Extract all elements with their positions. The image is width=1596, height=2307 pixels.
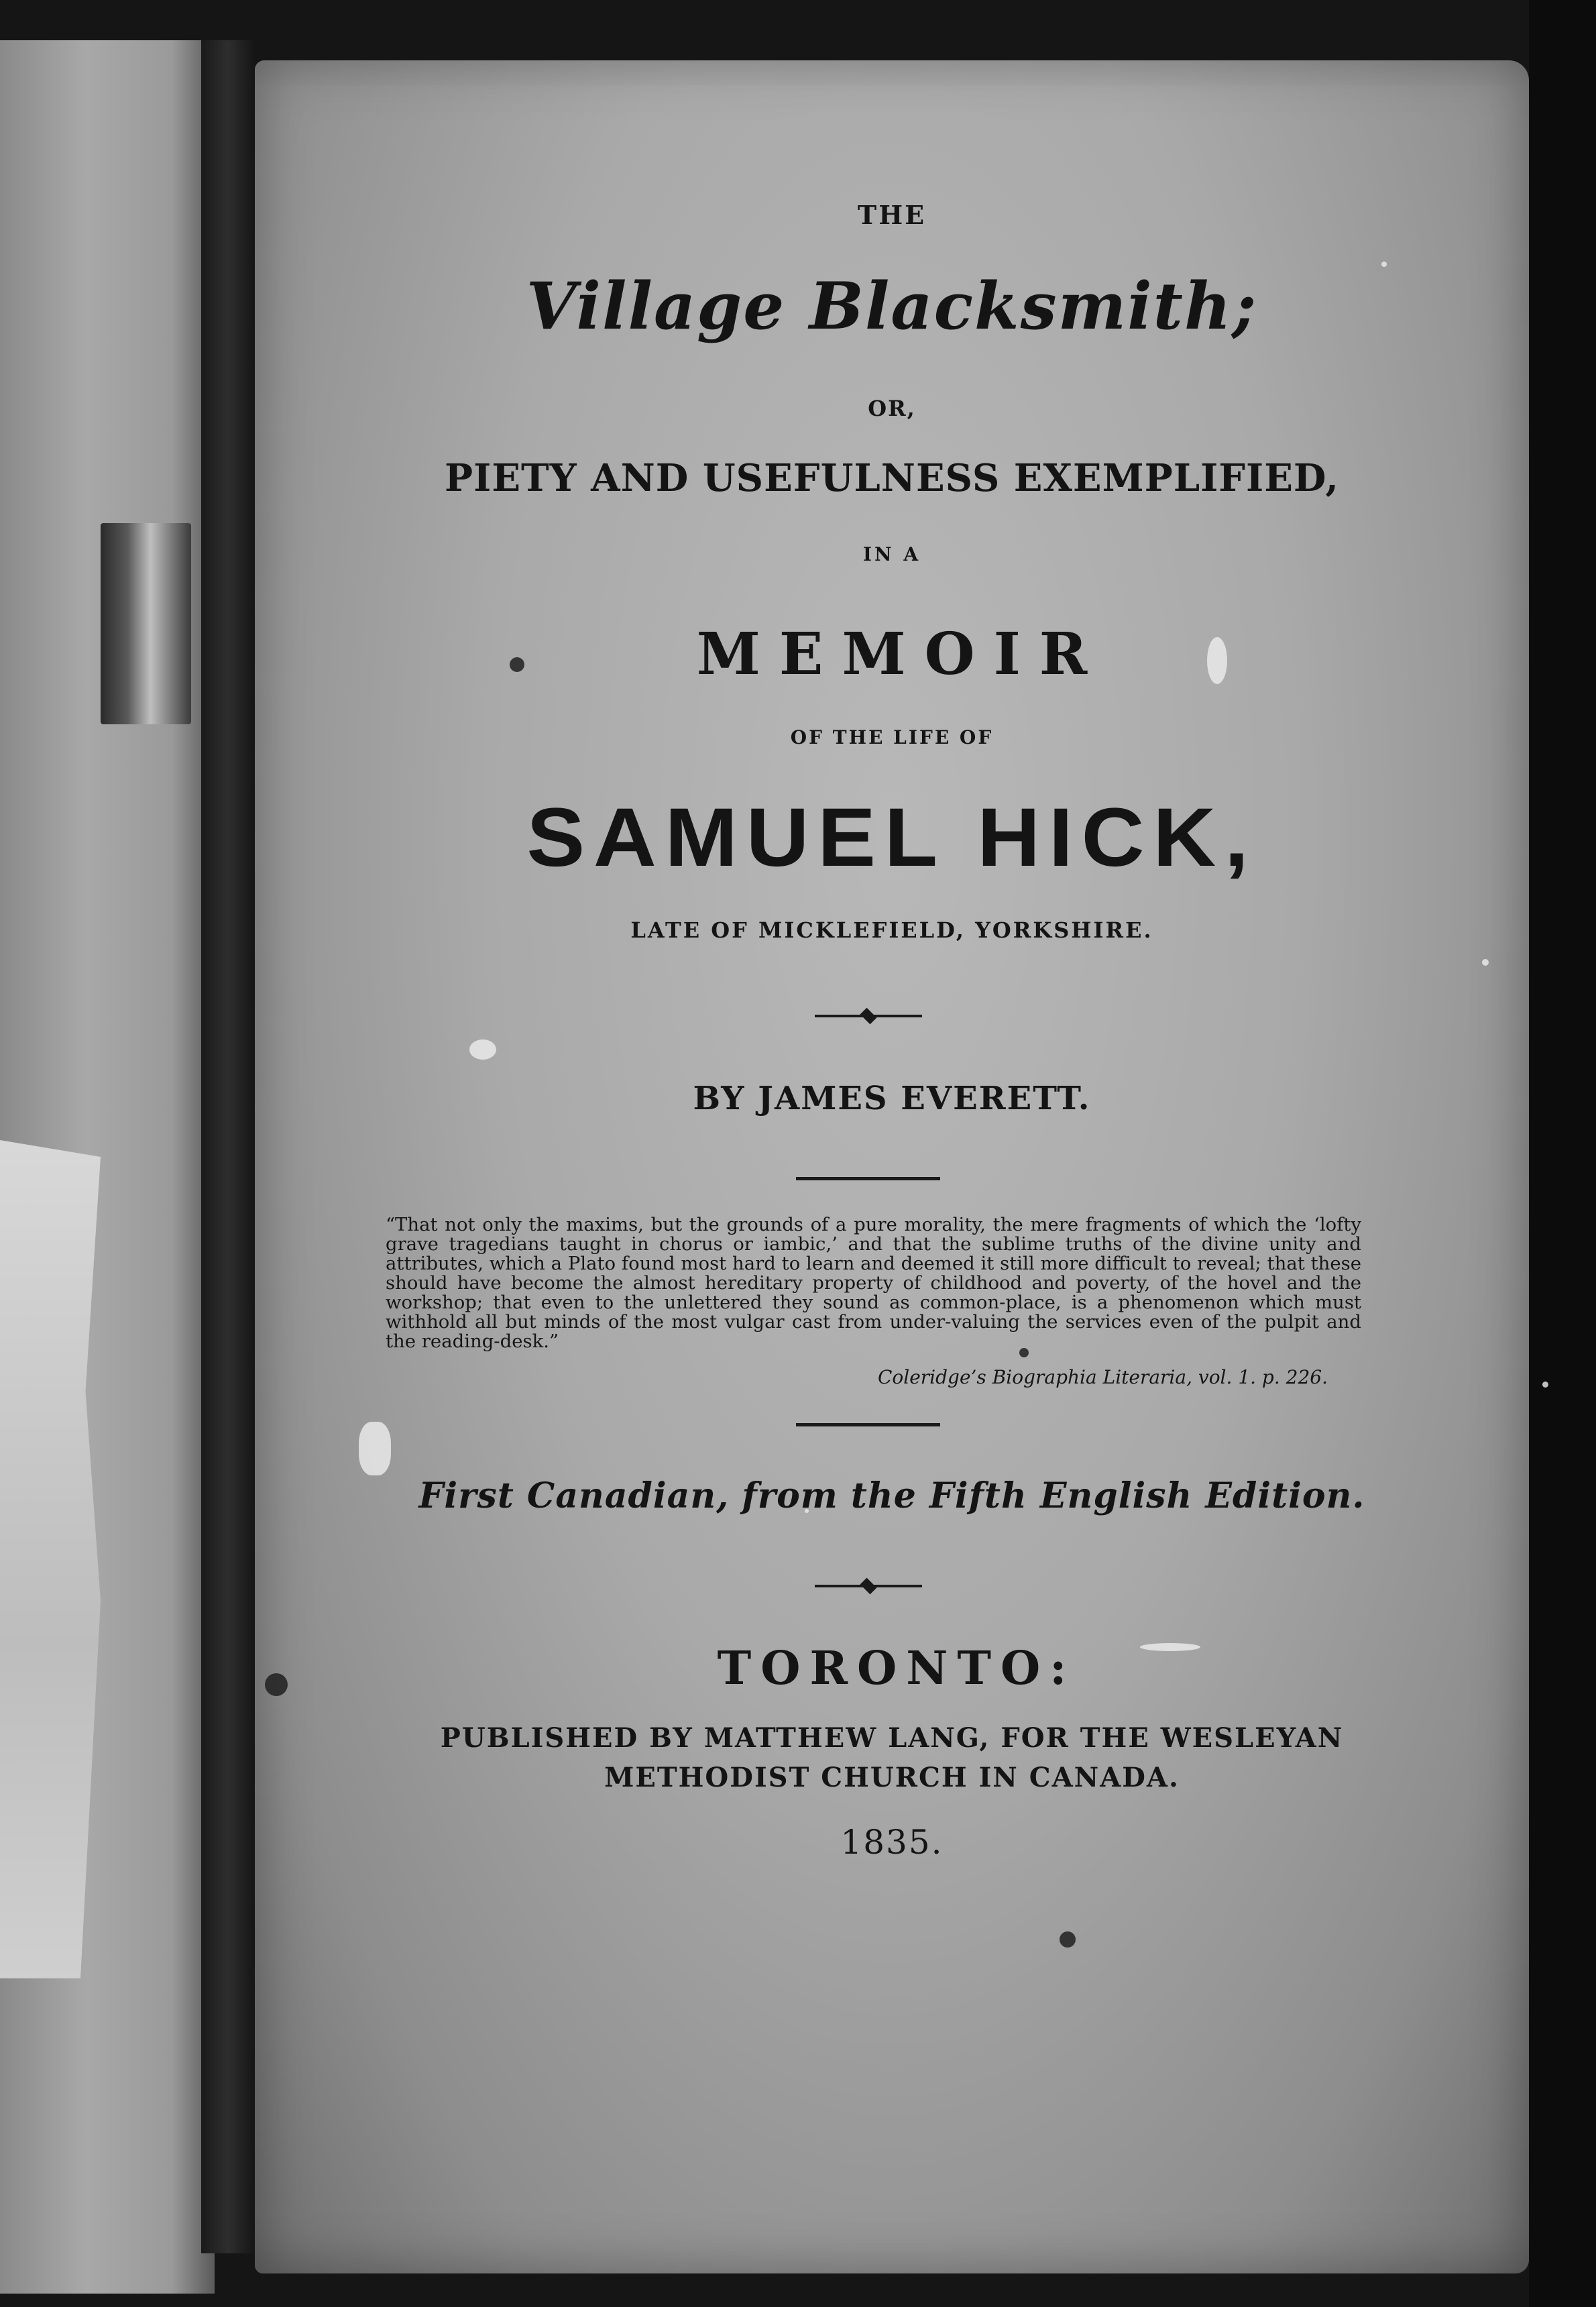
- diamond-icon: [860, 1008, 877, 1025]
- dust-speck: [1542, 1382, 1548, 1388]
- ornament-divider: [815, 1579, 922, 1593]
- imprint-city: TORONTO:: [717, 1642, 1076, 1695]
- imprint-publisher: METHODIST CHURCH IN CANADA.: [604, 1762, 1180, 1793]
- epigraph-source: Coleridge’s Biographia Literaria, vol. 1. p. 226.: [877, 1366, 1328, 1388]
- subject-name: SAMUEL HICK,: [526, 791, 1257, 884]
- title-article: THE: [857, 200, 927, 230]
- ink-blot: [1060, 1931, 1076, 1948]
- binding-tab: [101, 523, 191, 724]
- rule-divider: [796, 1177, 940, 1180]
- diamond-icon: [860, 1578, 877, 1595]
- subtitle: PIETY AND USEFULNESS EXEMPLIFIED,: [445, 456, 1339, 500]
- torn-paper-fragment: [0, 1140, 101, 1978]
- subject-place: LATE OF MICKLEFIELD, YORKSHIRE.: [630, 917, 1153, 943]
- title-conjunction: OR,: [868, 396, 916, 421]
- book-gutter: [201, 40, 255, 2253]
- scan-border: [1529, 0, 1596, 2307]
- memoir-heading: MEMOIR: [696, 620, 1106, 688]
- subtitle-connector: IN A: [862, 543, 921, 565]
- dust-speck: [1482, 959, 1489, 966]
- ornament-divider: [815, 1009, 922, 1023]
- title-page: [255, 60, 1529, 2273]
- imprint-publisher: PUBLISHED BY MATTHEW LANG, FOR THE WESLEYAN: [440, 1722, 1344, 1754]
- imprint-year: 1835.: [840, 1823, 944, 1862]
- memoir-connector: OF THE LIFE OF: [790, 726, 994, 748]
- main-title: Village Blacksmith;: [526, 268, 1258, 344]
- author-line: BY JAMES EVERETT.: [693, 1080, 1091, 1117]
- edition-statement: First Canadian, from the Fifth English Edition.: [418, 1475, 1365, 1516]
- dust-speck: [1381, 262, 1387, 267]
- dust-speck: [469, 1039, 496, 1060]
- dust-speck: [359, 1422, 391, 1475]
- epigraph-text: “That not only the maxims, but the grounds of a pure morality, the mere fragments of which the ‘lofty grave tragedians taught in chorus or iambic,’ and that the sublime truths of the divine unity and attributes, which a Plato found most hard to learn and deemed it still more difficult to reveal; that these should have become the almost hereditary property of childhood and poverty, of the hovel and the workshop; that even to the unlettered they sound as common-place, is a phenomenon which must withhold all but minds of the most vulgar cast from under-valuing the services even of the pulpit and the reading-desk.”: [386, 1214, 1361, 1352]
- rule-divider: [796, 1423, 940, 1426]
